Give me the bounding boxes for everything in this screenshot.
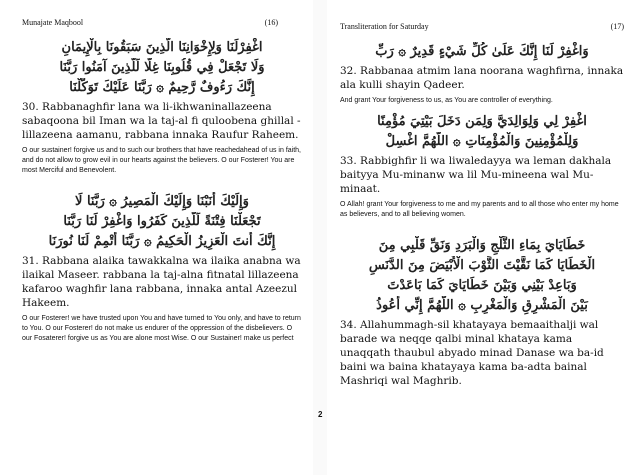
arabic-line: إِنَّكَ رَءُوفٌ رَّحِيمٌ ۞ رَبَّنَا عَلَيْكَ تَوَكَّلْنَا [69,80,255,95]
arabic-line: وَلَا تَجْعَلْ فِي قُلُوبِنَا غِلًّا لِّلَّذِينَ آمَنُوا رَبَّنَا [59,60,265,75]
arabic-line: وَاغْفِرْ لَنَا إِنَّكَ عَلَىٰ كُلِّ شَيْءٍ قَدِيرٌ ۞ رَبِّ [375,44,589,59]
translation-33: O Allah! grant Your forgiveness to me and my parents and to all those who enter my home as believers, and to all believing women. [340,201,619,218]
arabic-line: وَبَاعِدْ بَيْنِي وَبَيْنَ خَطَايَايَ كَمَا بَاعَدْتَ [387,278,577,293]
transliteration-32: 32. Rabbanaa atmim lana noorana waghfirna, innaka ala kulli shayin Qadeer. [340,65,624,91]
arabic-line: تَجْعَلْنَا فِتْنَةً لِّلَّذِينَ كَفَرُوا وَاغْفِرْ لَنَا رَبَّنَا [63,214,261,229]
right-page-header [340,22,624,32]
right-page [328,0,638,475]
arabic-line: بَيْنَ الْمَشْرِقِ وَالْمَغْرِبِ ۞ اللَّهُمَّ إِنِّي أَعُوذُ [376,298,588,313]
book-spine [313,0,327,475]
transliteration-34: 34. Allahummagh-sil khatayaya bemaaithalji wal barade wa neqqe qalbi minal khataya kama unaqqath thaubul abyado minad Danase wa ba-id baini wa baina khatayaya kama ba-adta bainal Mashriqi wal Maghrib. [340,319,604,387]
right-header-title: Transliteration for Saturday [340,22,429,31]
left-page-header [22,18,302,28]
translation-32: And grant Your forgiveness to us, as You are controller of everything. [340,97,553,104]
transliteration-30: 30. Rabbanaghfir lana wa li-ikhwaninallazeena sabaqoona bil Iman wa la taj-al fi quloobena ghillal -lillazeena aamanu, rabbana innaka Raufur Raheem. [22,101,301,141]
arabic-line: اغْفِرْلَنَا وَلِإِخْوَانِنَا الَّذِينَ سَبَقُونَا بِالْإِيمَانِ [61,40,263,55]
translation-31: O our Fosterer! we have trusted upon You and have turned to You only, and have to return to You. O our Fosterer! do not make us endurer of the oppression of the disbelievers. O our Fosaterer! forgive us as You are alone most Wise. O our Sustainer! make us perfect [22,315,301,342]
left-header-title: Munajate Maqbool [22,18,84,27]
arabic-line: خَطَايَايَ بِمَاءِ الثَّلْجِ وَالْبَرَدِ وَنَقِّ قَلْبِي مِنَ [378,238,586,253]
arabic-line: وَلِلْمُؤْمِنِينَ وَالْمُؤْمِنَاتِ ۞ اللَّهُمَّ اغْسِلْ [385,134,579,149]
gutter-page-mark: 2 [318,410,323,419]
translation-30: O our sustainer! forgive us and to such our brothers that have reachedahead of us in faith, and do not allow to grow evil in our hearts against the believers. O our Fosterer! You are most Merciful and Benevolent. [22,147,302,174]
arabic-line: إِنَّكَ أَنتَ الْعَزِيزُ الْحَكِيمُ ۞ رَبَّنَا أَتْمِمْ لَنَا نُورَنَا [48,234,276,249]
arabic-line: اغْفِرْ لِي وَلِوَالِدَيَّ وَلِمَن دَخَلَ بَيْتِيَ مُؤْمِنًا [377,114,587,129]
left-page [0,0,312,475]
transliteration-33: 33. Rabbighfir li wa liwaledayya wa leman dakhala baityya Mu-minanw wa lil Mu-mineena wal Mu-minaat. [340,155,612,195]
arabic-line: الْخَطَايَا كَمَا نَقَّيْتَ الثَّوْبَ الْأَبْيَضَ مِنَ الدَّنَسِ [368,258,596,273]
arabic-line: وَإِلَيْكَ أَنَبْنَا وَإِلَيْكَ الْمَصِيرُ ۞ رَبَّنَا لَا [75,194,249,209]
left-page-number: (16) [264,18,278,27]
transliteration-31: 31. Rabbana alaika tawakkalna wa ilaika anabna wa ilaikal Maseer. rabbana la taj-alna fitnatal lillazeena kafaroo waghfir lana rabbana, innaka antal Azeezul Hakeem. [22,255,301,309]
right-page-number: (17) [610,22,624,31]
